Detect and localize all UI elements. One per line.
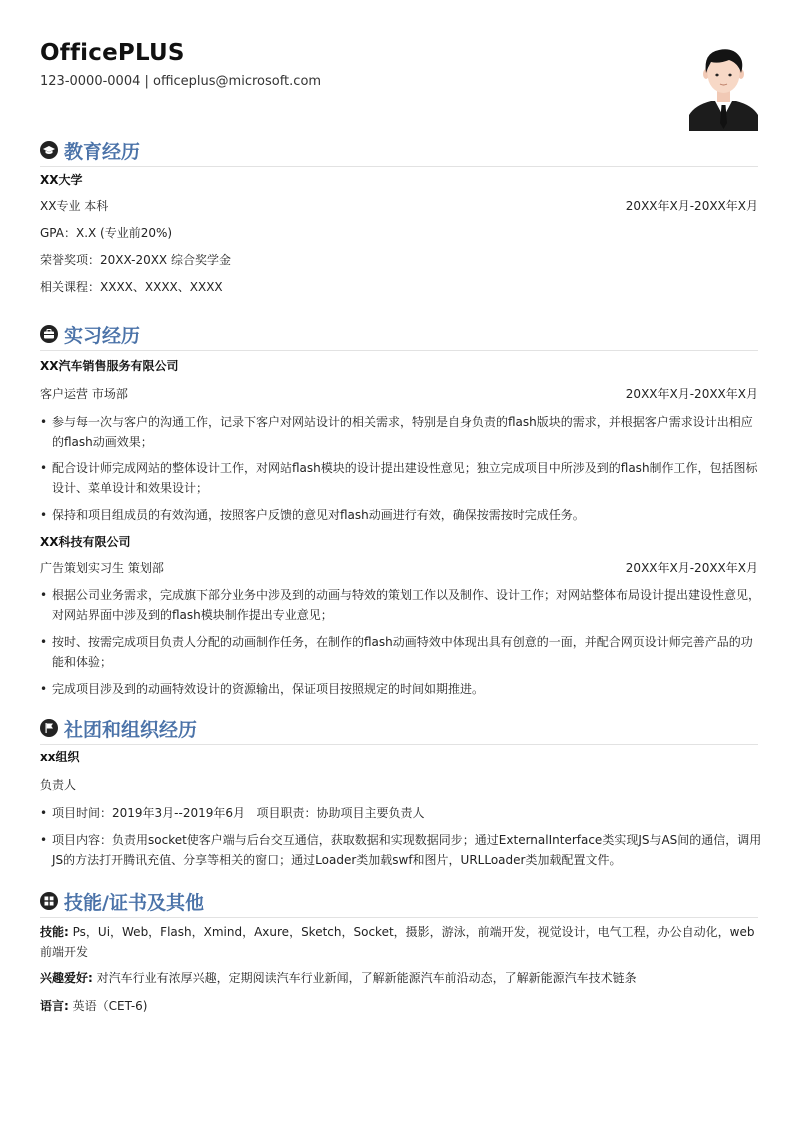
list-item: • 项目内容：负责用socket使客户端与后台交互通信，获取数据和实现数据同步；通过ExternalInterface类实现JS与AS间的通信，调用JS的方法打开腾讯充值、分享等相关的窗口；通过Loader类加载swf和图片，URLLoader类加载配置文件。	[40, 830, 762, 870]
section-divider	[40, 166, 758, 167]
honors-text: 荣誉奖项：20XX-20XX 综合奖学金	[40, 253, 231, 267]
section-education-title	[40, 137, 140, 163]
section-label: 技能/证书及其他	[64, 891, 204, 914]
section-club-title	[40, 715, 197, 741]
interests-paragraph	[40, 968, 758, 988]
section-label: 实习经历	[64, 324, 141, 347]
bullet-text: 完成项目涉及到的动画特效设计的资源输出，保证项目按照规定的时间如期推进。	[52, 682, 485, 696]
skills-text: Ps，Ui，Web，Flash，Xmind，Axure，Sketch，Socket，摄影，游泳，前端开发，视觉设计，电气工程，办公自动化，web前端开发	[40, 925, 755, 959]
major-degree: XX专业 本科	[40, 199, 109, 213]
education-date: 20XX年X月-20XX年X月	[625, 199, 758, 213]
section-divider	[40, 350, 758, 351]
job-role-row	[40, 385, 758, 403]
job-date: 20XX年X月-20XX年X月	[625, 561, 758, 575]
bullet-text: 按时、按需完成项目负责人分配的动画制作任务，在制作的flash动画特效中体现出具有创意的一面，并配合网页设计师完善产品的功能和体验；	[52, 635, 753, 669]
section-label: 社团和组织经历	[64, 718, 198, 741]
language-text: 英语（CET-6)	[68, 999, 148, 1013]
interests-text: 对汽车行业有浓厚兴趣，定期阅读汽车行业新闻，了解新能源汽车前沿动态，了解新能源汽车技术链条	[92, 971, 637, 985]
section-divider	[40, 744, 758, 745]
flag-icon	[40, 719, 58, 737]
gpa-text: GPA：X.X (专业前20%)	[40, 226, 173, 240]
bullet-text: 项目内容：负责用socket使客户端与后台交互通信，获取数据和实现数据同步；通过ExternalInterface类实现JS与AS间的通信，调用JS的方法打开腾讯充值、分享等相关的窗口；通过Loader类加载swf和图片，URLLoader类加载配置文件。	[52, 833, 762, 867]
briefcase-icon	[40, 325, 58, 343]
job-role: 客户运营 市场部	[40, 387, 128, 401]
section-label: 教育经历	[64, 140, 141, 163]
list-item: • 根据公司业务需求，完成旗下部分业务中涉及到的动画与特效的策划工作以及制作、设计工作；对网站整体布局设计提出建设性意见，对网站界面中涉及到的flash模块制作提出专业意见；	[40, 585, 762, 625]
list-item: • 保持和项目组成员的有效沟通，按照客户反馈的意见对flash动画进行有效，确保按需按时完成任务。	[40, 505, 762, 525]
job-role: 广告策划实习生 策划部	[40, 561, 164, 575]
section-internship-title	[40, 321, 140, 347]
bullet-text: 参与每一次与客户的沟通工作，记录下客户对网站设计的相关需求，特别是自身负责的flash版块的需求，并根据客户需求设计出相应的flash动画效果；	[52, 415, 753, 449]
candidate-name: OfficePLUS	[40, 40, 185, 66]
list-item: • 参与每一次与客户的沟通工作，记录下客户对网站设计的相关需求，特别是自身负责的flash版块的需求，并根据客户需求设计出相应的flash动画效果；	[40, 412, 762, 452]
company-name: XX科技有限公司	[40, 535, 131, 549]
club-role: 负责人	[40, 778, 77, 792]
list-item: • 配合设计师完成网站的整体设计工作，对网站flash模块的设计提出建设性意见；独立完成项目中所涉及到的flash制作工作，包括图标设计、菜单设计和效果设计；	[40, 458, 762, 498]
list-item: • 完成项目涉及到的动画特效设计的资源输出，保证项目按照规定的时间如期推进。	[40, 679, 762, 699]
organization-name: xx组织	[40, 750, 80, 764]
job-role-row	[40, 559, 758, 577]
bullet-text: 保持和项目组成员的有效沟通，按照客户反馈的意见对flash动画进行有效，确保按需按时完成任务。	[52, 508, 585, 522]
section-skills-title	[40, 888, 204, 914]
grid-icon	[40, 892, 58, 910]
bullet-text: 根据公司业务需求，完成旗下部分业务中涉及到的动画与特效的策划工作以及制作、设计工作；对网站整体布局设计提出建设性意见，对网站界面中涉及到的flash模块制作提出专业意见；	[52, 588, 761, 622]
section-divider	[40, 917, 758, 918]
bullet-text: 配合设计师完成网站的整体设计工作，对网站flash模块的设计提出建设性意见；独立完成项目中所涉及到的flash制作工作，包括图标设计、菜单设计和效果设计；	[52, 461, 758, 495]
education-major-row	[40, 197, 758, 215]
language-paragraph	[40, 996, 758, 1016]
graduation-cap-icon	[40, 141, 58, 159]
skills-label: 技能:	[40, 925, 69, 939]
company-name: XX汽车销售服务有限公司	[40, 359, 179, 373]
courses-text: 相关课程：XXXX、XXXX、XXXX	[40, 280, 223, 294]
contact-info: 123-0000-0004 | officeplus@microsoft.com	[40, 74, 322, 89]
bullet-text: 项目时间：2019年3月--2019年6月 项目职责：协助项目主要负责人	[52, 806, 425, 820]
language-label: 语言:	[40, 999, 69, 1013]
interests-label: 兴趣爱好:	[40, 971, 93, 985]
list-item: • 按时、按需完成项目负责人分配的动画制作任务，在制作的flash动画特效中体现出具有创意的一面，并配合网页设计师完善产品的功能和体验；	[40, 632, 762, 672]
list-item: • 项目时间：2019年3月--2019年6月 项目职责：协助项目主要负责人	[40, 803, 762, 823]
school-name: XX大学	[40, 173, 83, 187]
skills-paragraph	[40, 922, 758, 962]
profile-photo	[689, 43, 758, 131]
job-date: 20XX年X月-20XX年X月	[625, 387, 758, 401]
